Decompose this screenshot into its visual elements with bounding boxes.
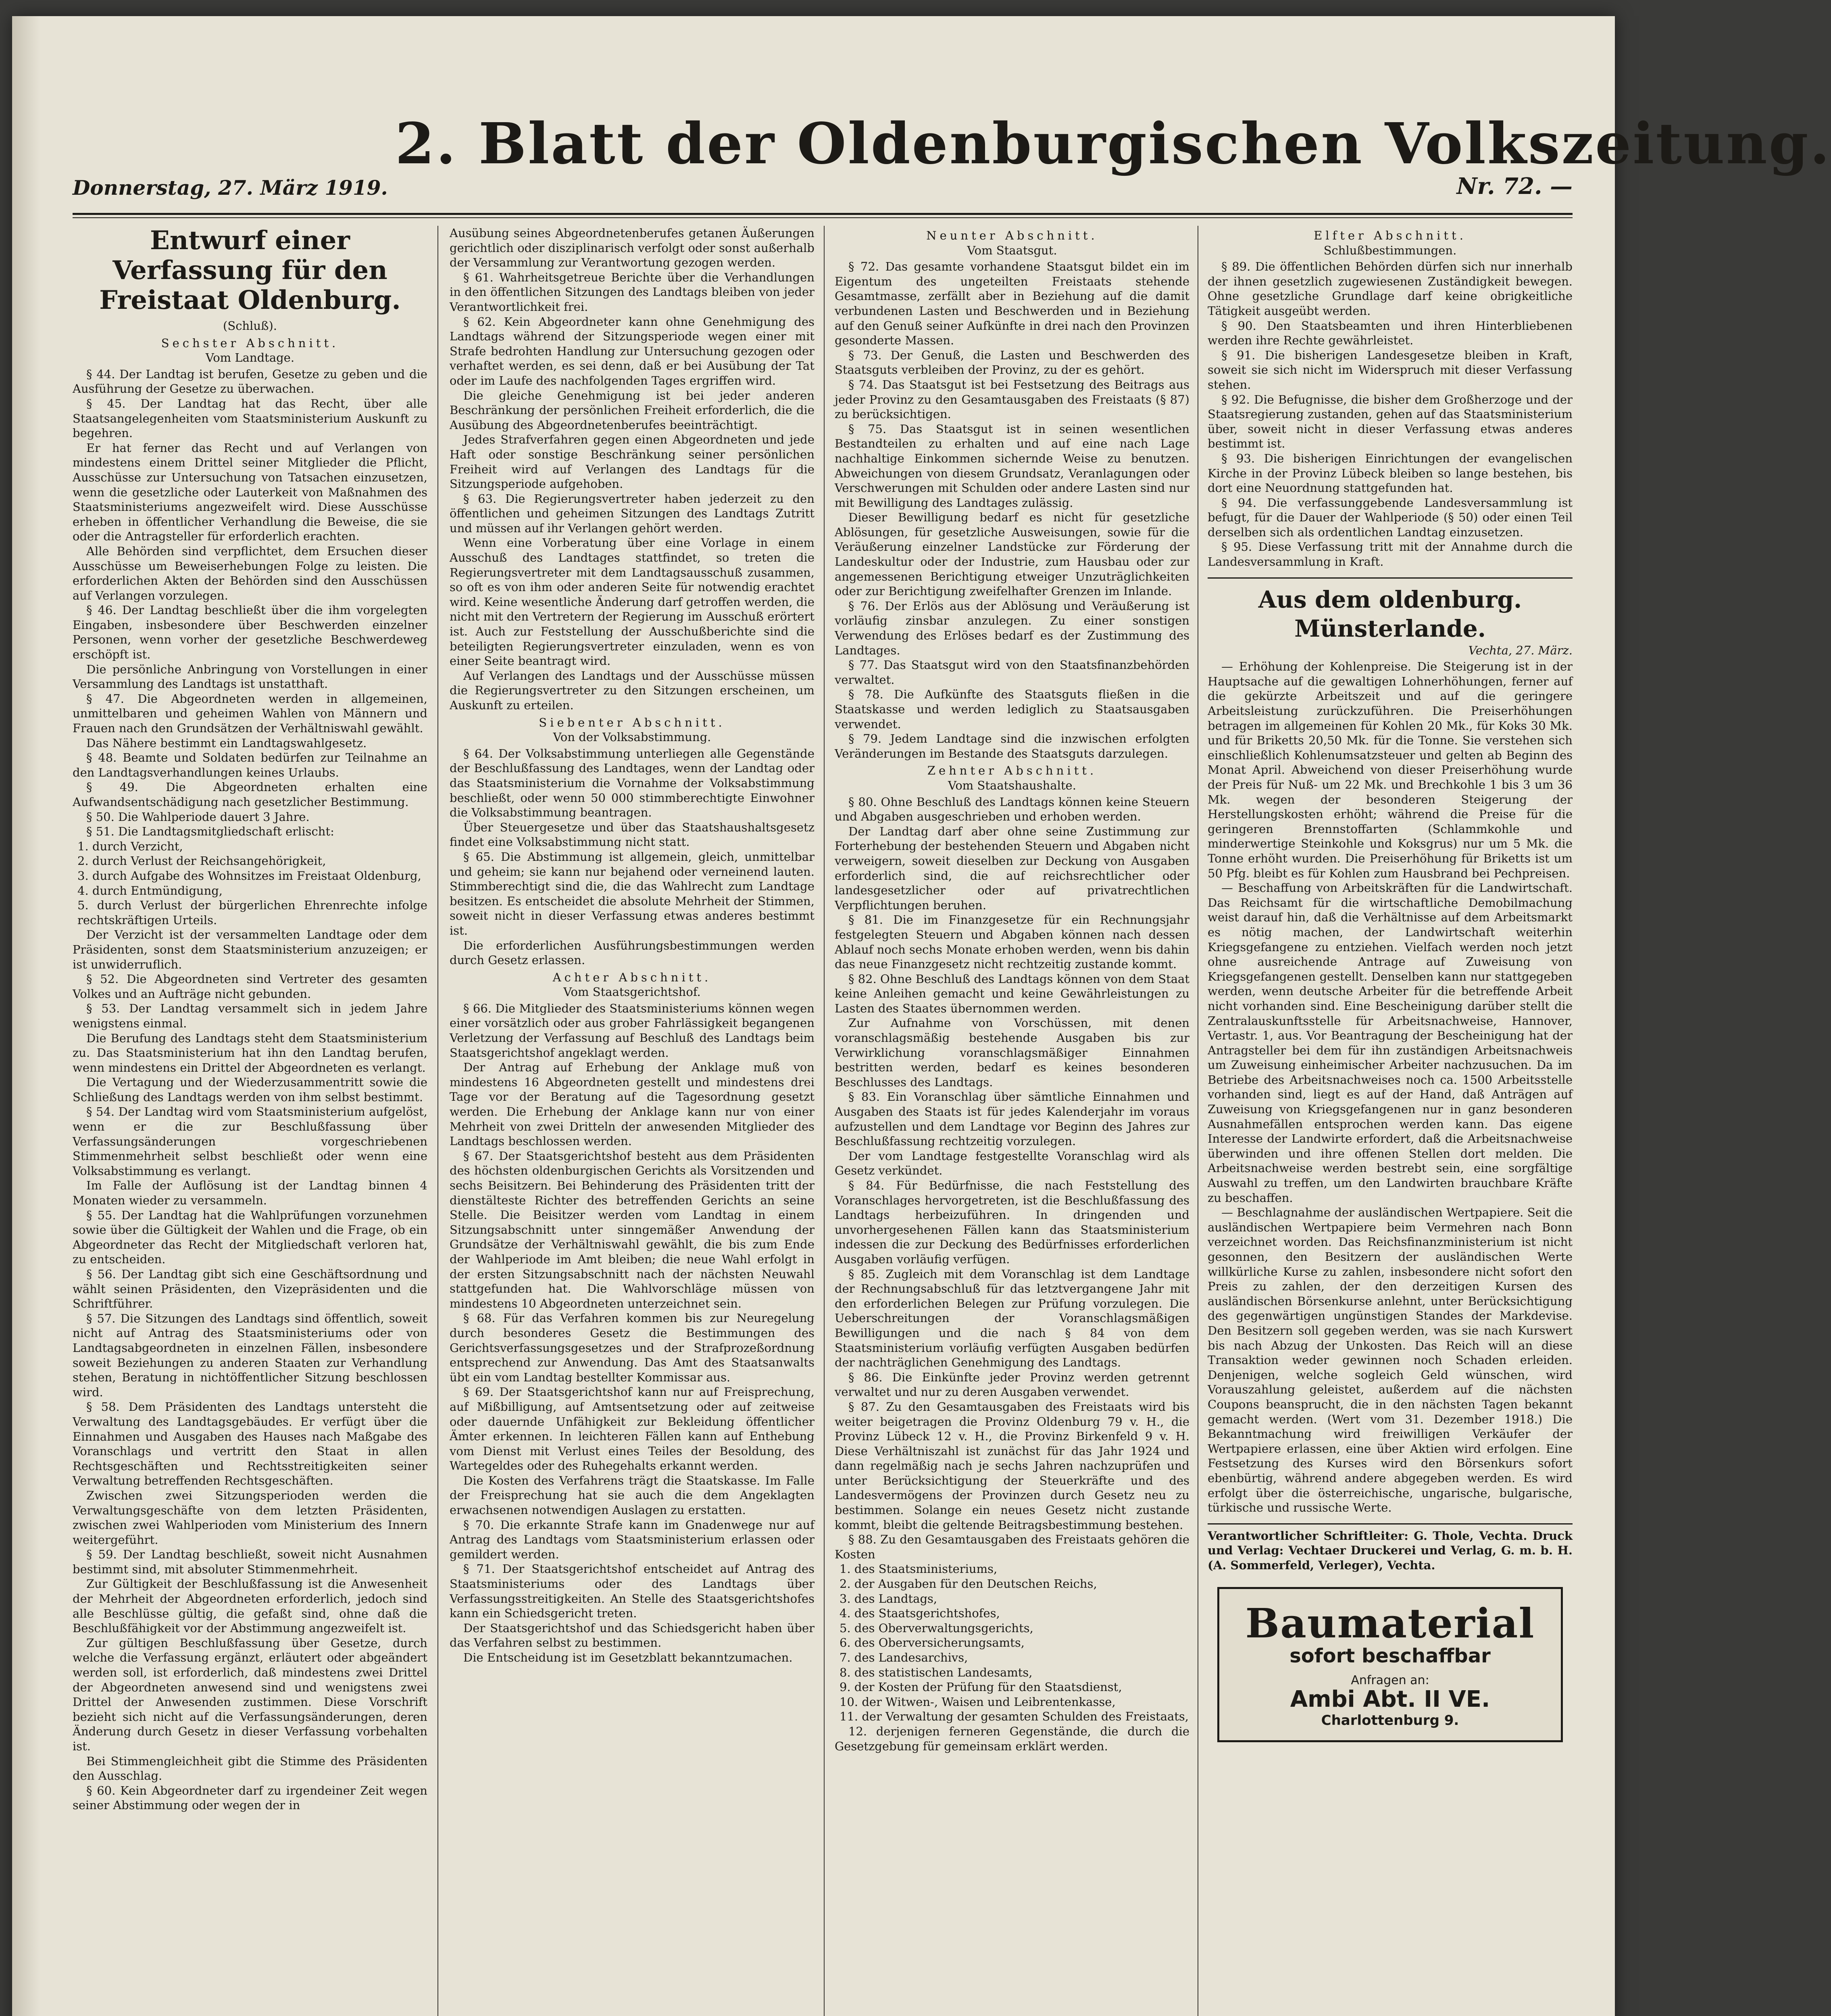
paragraph: § 94. Die verfassunggebende Landesversammlung ist befugt, für die Dauer der Wahlperiode (§ 50) oder einen Teil derselben sich als ordentlichen Landtag einzusetzen. [1208,496,1573,539]
section-heading: Achter Abschnitt. [552,970,712,984]
paragraph: Der Verzicht ist der versammelten Landtage oder dem Präsidenten, sonst dem Staatsministerium anzuzeigen; er ist unwiderruflich. [73,928,427,971]
paragraph: § 83. Ein Voranschlag über sämtliche Einnahmen und Ausgaben des Staats ist für jedes Kalenderjahr im voraus aufzustellen und dem Landtage vor Beginn des Jahres zur Beschlußfassung rechtzeitig vorzulegen. [835,1090,1189,1148]
paragraph: § 63. Die Regierungsvertreter haben jederzeit zu den öffentlichen und geheimen Sitzungen des Landtags Zutritt und müssen auf ihr Verlangen gehört werden. [450,492,814,535]
paragraph: § 61. Wahrheitsgetreue Berichte über die Verhandlungen in den öffentlichen Sitzungen des Landtags bleiben von jeder Verantwortlichkeit frei. [450,270,814,314]
column-divider [824,226,825,2016]
paragraph: § 49. Die Abgeordneten erhalten eine Aufwandsentschädigung nach gesetzlicher Bestimmung. [73,780,427,809]
paragraph: Die Vertagung und der Wiederzusammentritt sowie die Schließung des Landtags werden von ihm selbst bestimmt. [73,1075,427,1104]
paragraph: Zur gültigen Beschlußfassung über Gesetze, durch welche die Verfassung ergänzt, erläutert oder abgeändert werden soll, ist erforderlich, daß mindestens zwei Drittel der Abgeordneten anwesend sind und wenigstens zwei Drittel der Anwesenden zustimmen. Diese Vorschrift bezieht sich nicht auf die Verfassungsänderungen, deren Änderung durch Gesetz in dieser Verfassung vorbehalten ist. [73,1636,427,1753]
column-2 [450,226,814,2016]
paragraph: § 90. Den Staatsbeamten und ihren Hinterbliebenen werden ihre Rechte gewährleistet. [1208,319,1573,348]
list-item: 9. der Kosten der Prüfung für den Staatsdienst, [839,1680,1122,1694]
list-item: 3. durch Aufgabe des Wohnsitzes im Freistaat Oldenburg, [77,868,421,883]
paragraph: § 76. Der Erlös aus der Ablösung und Veräußerung ist vorläufig zinsbar anzulegen. Zu einer sonstigen Verwendung des Erlöses bedarf es der Zustimmung des Landtages. [835,599,1189,657]
list-item: 1. durch Verzicht, [77,839,183,853]
section-heading: Siebenter Abschnitt. [539,715,725,729]
paragraph: § 67. Der Staatsgerichtshof besteht aus dem Präsidenten des höchsten oldenburgischen Gerichts als Vorsitzenden und sechs Beisitzern. Bei Behinderung des Präsidenten tritt der dienstälteste Richter des betreffenden Gerichts an seine Stelle. Die Beisitzer werden vom Landtag in einem Sitzungsabschnitt unter sinngemäßer Anwendung der Grundsätze der Verhältniswahl gewählt, die bis zum Ende der Wahlperiode im Amt bleiben; die neue Wahl erfolgt in der ersten Sitzungsabschnitt nach der nächsten Neuwahl stattgefunden hat. Die Wahlvorschläge müssen von mindestens 10 Abgeordneten unterzeichnet sein. [450,1149,814,1310]
paragraph: § 52. Die Abgeordneten sind Vertreter des gesamten Volkes und an Aufträge nicht gebunden. [73,972,427,1001]
paragraph: § 78. Die Aufkünfte des Staatsguts fließen in die Staatskasse und werden lediglich zu Staatsausgaben verwendet. [835,687,1189,731]
column-divider [437,226,438,2016]
list-item: 7. des Landesarchivs, [839,1651,968,1664]
list-item: 1. des Staatsministeriums, [839,1562,998,1576]
ad-subtitle: sofort beschaffbar [1289,1645,1491,1668]
article-headline: Entwurf einer Verfassung für den Freistaat Oldenburg. [99,225,401,315]
list-item: 5. des Oberverwaltungsgerichts, [839,1621,1033,1635]
ad-inquiries: Anfragen an: [1351,1673,1429,1688]
paragraph: 12. derjenigen ferneren Gegenstände, die durch die Gesetzgebung für gemeinsam erklärt werden. [835,1724,1189,1753]
ad-company: Ambi Abt. II VE. [1290,1686,1490,1712]
centered-note: (Schluß). [223,319,277,333]
paragraph: § 48. Beamte und Soldaten bedürfen zur Teilnahme an den Landtagsverhandlungen keines Urlaubs. [73,751,427,779]
paragraph: § 84. Für Bedürfnisse, die nach Feststellung des Voranschlages hervorgetreten, ist die Beschlußfassung des Landtags herbeizuführen. In dringenden und unvorhergesehenen Fällen kann das Staatsministerium indessen die zur Deckung des Bedürfnisses erforderlichen Ausgaben vorläufig verfügen. [835,1179,1189,1266]
paragraph: Der Antrag auf Erhebung der Anklage muß von mindestens 16 Abgeordneten gestellt und mindestens drei Tage vor der Beratung auf die Tagesordnung gesetzt werden. Die Erhebung der Anklage kann nur von einer Mehrheit von zwei Dritteln der anwesenden Mitglieder des Landtags beschlossen werden. [450,1060,814,1148]
paragraph: § 77. Das Staatsgut wird von den Staatsfinanzbehörden verwaltet. [835,658,1189,687]
paragraph: § 46. Der Landtag beschließt über die ihm vorgelegten Eingaben, insbesondere über Beschwerden einzelner Personen, wenn vorher der gesetzliche Beschwerdeweg erschöpft ist. [73,603,427,662]
masthead [73,111,1831,208]
paragraph: § 55. Der Landtag hat die Wahlprüfungen vorzunehmen sowie über die Gültigkeit der Wahlen und die Frage, ob ein Abgeordneter das Recht der Mitgliedschaft verloren hat, zu entscheiden. [73,1208,427,1266]
list-item: 10. der Witwen-, Waisen und Leibrentenkasse, [839,1695,1116,1709]
list-item: 8. des statistischen Landesamts, [839,1665,1033,1679]
local-news-dateline: Vechta, 27. März. [1468,643,1573,657]
section-subheading: Schlußbestimmungen. [1323,243,1457,257]
masthead-rule [73,213,1573,218]
list-item: 5. durch Verlust der bürgerlichen Ehrenrechte infolge rechtskräftigen Urteils. [77,898,427,927]
masthead-issue-number: Nr. 72. — [1456,173,1573,200]
local-news-headline: Aus dem oldenburg. Münsterlande. [1208,577,1573,643]
paragraph: § 59. Der Landtag beschließt, soweit nicht Ausnahmen bestimmt sind, mit absoluter Stimmenmehrheit. [73,1547,427,1576]
paragraph: § 69. Der Staatsgerichtshof kann nur auf Freisprechung, auf Mißbilligung, auf Amtsentsetzung oder auf zeitweise oder dauernde Unfähigkeit zur Bekleidung öffentlicher Ämter erkennen. In leichteren Fällen kann auf Enthebung vom Dienst mit Verlust eines Teiles der Besoldung, des Wartegeldes oder des Ruhegehalts erkannt werden. [450,1385,814,1473]
column-4 [1208,226,1573,2016]
list-item: 6. des Oberversicherungsamts, [839,1636,1025,1650]
paragraph: § 89. Die öffentlichen Behörden dürfen sich nur innerhalb der ihnen gesetzlich zugewiesenen Zuständigkeit bewegen. Ohne gesetzliche Grundlage darf keine obrigkeitliche Tätigkeit ausgeübt werden. [1208,260,1573,318]
ad-city: Charlottenburg 9. [1321,1712,1459,1729]
section-subheading: Vom Staatsgerichtshof. [563,985,701,999]
list-item: 2. der Ausgaben für den Deutschen Reichs, [839,1577,1097,1591]
paragraph: § 93. Die bisherigen Einrichtungen der evangelischen Kirche in der Provinz Lübeck bleiben so lange bestehen, bis dort eine Neuordnung stattgefunden hat. [1208,451,1573,495]
paragraph: Auf Verlangen des Landtags und der Ausschüsse müssen die Regierungsvertreter zu den Sitzungen erscheinen, um Auskunft zu erteilen. [450,669,814,712]
list-item: 4. des Staatsgerichtshofes, [839,1606,1000,1620]
column-3 [835,226,1189,2016]
paragraph: Zur Aufnahme von Vorschüssen, mit denen voranschlagsmäßig bestehende Ausgaben bis zur Verwirklichung voranschlagsmäßiger Einnahmen bestritten werden, bedarf es keines besonderen Beschlusses des Landtags. [835,1016,1189,1089]
paragraph: Die Entscheidung ist im Gesetzblatt bekanntzumachen. [463,1651,793,1664]
paragraph: § 54. Der Landtag wird vom Staatsministerium aufgelöst, wenn er die zur Beschlußfassung über Verfassungsänderungen vorgeschriebenen Stimmenmehrheit selbst beschließt oder wenn eine Volksabstimmung es verlangt. [73,1105,427,1178]
page-fold-shadow [12,16,40,2016]
paragraph: § 91. Die bisherigen Landesgesetze bleiben in Kraft, soweit sie sich nicht im Widerspruch mit dieser Verfassung stehen. [1208,348,1573,392]
paragraph: § 88. Zu den Gesamtausgaben des Freistaats gehören die Kosten [835,1533,1189,1561]
masthead-title: 2. Blatt der Oldenburgischen Volkszeitung. [395,111,1831,177]
section-heading: Elfter Abschnitt. [1314,229,1466,242]
imprint: Verantwortlicher Schriftleiter: G. Thole, Vechta. Druck und Verlag: Vechtaer Druckerei und Verlag, G. m. b. H. (A. Sommerfeld, Verleger), Vechta. [1208,1523,1573,1573]
paragraph: Im Falle der Auflösung ist der Landtag binnen 4 Monaten wieder zu versammeln. [73,1179,427,1208]
section-subheading: Vom Staatsgut. [967,243,1057,257]
paragraph: § 95. Diese Verfassung tritt mit der Annahme durch die Landesversammlung in Kraft. [1208,540,1573,569]
paragraph: § 85. Zugleich mit dem Voranschlag ist dem Landtage der Rechnungsabschluß für das letztvergangene Jahr mit den erforderlichen Belegen zur Prüfung vorzulegen. Die Ueberschreitungen der Voranschlagsmäßigen Bewilligungen und die nach § 84 von dem Staatsministerium vorläufig verfügten Ausgaben bedürfen der nachträglichen Genehmigung des Landtags. [835,1267,1189,1370]
paragraph: § 70. Die erkannte Strafe kann im Gnadenwege nur auf Antrag des Landtags vom Staatsministerium erlassen oder gemildert werden. [450,1518,814,1561]
list-item: 11. der Verwaltung der gesamten Schulden des Freistaats, [839,1710,1189,1724]
paragraph: — Beschlagnahme der ausländischen Wertpapiere. Seit die ausländischen Wertpapiere beim Vermehren nach Bonn verzeichnet worden. Das Reichsfinanzministerium ist nicht gesonnen, den Besitzern der ausländischen Werte willkürliche Kurse zu zahlen, insbesondere nicht sofort den Preis zu zahlen, der den derzeitigen Kursen des ausländischen Börsenkurse anlehnt, unter Berücksichtigung des gegenwärtigen ungünstigen Standes der Markdevise. Den Besitzern soll gegeben werden, was sie nach Kurswert bis nach Abzug der Unkosten. Das Reich will an diese Transaktion weder gewinnen noch Schaden erleiden. Denjenigen, welche sogleich Geld wünschen, wird Vorauszahlung geleistet, außerdem auf die nächsten Coupons beansprucht, die in den nächsten Tagen bekannt gemacht werden. (Wert vom 31. Dezember 1918.) Die Bekanntmachung wird freiwilligen Verkäufer der Wertpapiere erlassen, eine über Aktien wird erfolgen. Eine Festsetzung des Kurses wird den Börsenkurs sofort ebenbürtig, während andere abgegeben werden. Es wird erfolgt über die österreichische, ungarische, bulgarische, türkische und russische Werte. [1208,1206,1573,1515]
paragraph: § 53. Der Landtag versammelt sich in jedem Jahre wenigstens einmal. [73,1002,427,1030]
section-subheading: Vom Staatshaushalte. [948,778,1076,792]
paragraph: Ausübung seines Abgeordnetenberufes getanen Äußerungen gerichtlich oder disziplinarisch verfolgt oder sonst außerhalb der Versammlung zur Verantwortung gezogen werden. [450,226,814,270]
paragraph: Der Staatsgerichtshof und das Schiedsgericht haben über das Verfahren selbst zu bestimmen. [450,1621,814,1650]
paragraph: Der vom Landtage festgestellte Voranschlag wird als Gesetz verkündet. [835,1149,1189,1178]
section-subheading: Von der Volksabstimmung. [553,730,711,744]
list-item: 3. des Landtags, [839,1591,937,1606]
ad-title: Baumaterial [1245,1599,1535,1647]
paragraph: § 74. Das Staatsgut ist bei Festsetzung des Beitrags aus jeder Provinz zu den Gesamtausgaben des Freistaats (§ 87) zu berücksichtigen. [835,377,1189,421]
paragraph: § 82. Ohne Beschluß des Landtags können von dem Staat keine Anleihen gemacht und keine Gewährleistungen zu Lasten des Staates übernommen werden. [835,972,1189,1015]
paragraph: § 72. Das gesamte vorhandene Staatsgut bildet ein im Eigentum des ungeteilten Freistaats stehende Gesamtmasse, zerfällt aber in Beziehung auf die damit verbundenen Lasten und Beschwerden und in Beziehung auf den Genuß seiner Aufkünfte in drei nach den Provinzen gesonderte Massen. [835,260,1189,348]
section-subheading: Vom Landtage. [205,351,295,365]
paragraph: § 51. Die Landtagsmitgliedschaft erlischt: [86,825,334,839]
paragraph: Bei Stimmengleichheit gibt die Stimme des Präsidenten den Ausschlag. [73,1754,427,1783]
paragraph: § 65. Die Abstimmung ist allgemein, gleich, unmittelbar und geheim; sie kann nur bejahend oder verneinend lauten. Stimmberechtigt sind die, die das Wahlrecht zum Landtage besitzen. Es entscheidet die absolute Mehrheit der Stimmen, soweit nicht in dieser Verfassung etwas anderes bestimmt ist. [450,850,814,937]
paragraph: § 56. Der Landtag gibt sich eine Geschäftsordnung und wählt seinen Präsidenten, den Vizepräsidenten und die Schriftführer. [73,1267,427,1311]
paragraph: Wenn eine Vorberatung über eine Vorlage in einem Ausschuß des Landtages stattfindet, so treten die Regierungsvertreter mit dem Landtagsausschuß zusammen, so oft es von ihm oder anderen Seite für notwendig erachtet wird. Keine wesentliche Änderung darf getroffen werden, die nicht mit den Vertretern der Regierung im Ausschuß erörtert ist. Auch zur Feststellung der Ausschußberichte sind die beteiligten Regierungsvertreter einzuladen, wenn es von einer Seite beantragt wird. [450,536,814,668]
section-heading: Zehnter Abschnitt. [927,764,1097,778]
paragraph: § 87. Zu den Gesamtausgaben des Freistaats wird bis weiter beigetragen die Provinz Oldenburg 79 v. H., die Provinz Lübeck 12 v. H., die Provinz Birkenfeld 9 v. H. Diese Verhältniszahl ist zunächst für das Jahr 1924 und dann regelmäßig nach je sechs Jahren nachzuprüfen und unter Berücksichtigung der Steuerkräfte und des Landesvermögens der Provinzen durch Gesetz neu zu bestimmen. Solange ein neues Gesetz nicht zustande kommt, bleibt die geltende Beitragsbestimmung bestehen. [835,1400,1189,1532]
section-heading: Neunter Abschnitt. [926,229,1098,242]
paragraph: Zur Gültigkeit der Beschlußfassung ist die Anwesenheit der Mehrheit der Abgeordneten erforderlich, jedoch sind alle Beschlüsse gültig, die gefaßt sind, ohne daß die Beschlußfähigkeit vor der Abstimmung angezweifelt ist. [73,1577,427,1635]
paragraph: Die erforderlichen Ausführungsbestimmungen werden durch Gesetz erlassen. [450,938,814,967]
paragraph: § 64. Der Volksabstimmung unterliegen alle Gegenstände der Beschlußfassung des Landtages, wenn der Landtag oder das Staatsministerium die Vornahme der Volksabstimmung beschließt, oder wenn 50 000 stimmberechtigte Einwohner die Volksabstimmung beantragen. [450,746,814,820]
paragraph: § 75. Das Staatsgut ist in seinen wesentlichen Bestandteilen zu erhalten und auf eine nach Lage nachhaltige Einkommen sichernde Weise zu benutzen. Abweichungen von diesem Grundsatz, Veranlagungen oder Verschwerungen mit Schulden oder andere Lasten sind nur mit Bewilligung des Landtages zulässig. [835,422,1189,510]
paragraph: — Erhöhung der Kohlenpreise. Die Steigerung ist in der Hauptsache auf die gewaltigen Lohnerhöhungen, ferner auf die gekürzte Arbeitszeit und auf die geringere Arbeitsleistung zurückzuführen. Die Preiserhöhungen betragen im allgemeinen für Kohlen 20 Mk., für Koks 30 Mk. und für Briketts 20,50 Mk. für die Tonne. Sie verstehen sich einschließlich Kohlenumsatzsteuer und gelten ab Beginn des Monat April. Abweichend von dieser Preiserhöhung wurde der Preis für Nuß- um 22 Mk. und Brechkohle 1 bis 3 um 36 Mk. wegen der besonderen Steigerung der Herstellungskosten erhöht; während die Preise für die geringeren Brennstoffarten (Schlammkohle und minderwertige Steinkohle und Koksgrus) nur um 5 Mk. die Tonne erhöht wurden. Die Preiserhöhung für Briketts ist um 50 Pfg. bleibt es für Kohlen zum Hausbrand bei Pechpreisen. [1208,660,1573,880]
paragraph: Jedes Strafverfahren gegen einen Abgeordneten und jede Haft oder sonstige Beschränkung seiner persönlichen Freiheit wird auf Verlangen des Landtags für die Sitzungsperiode aufgehoben. [450,433,814,491]
masthead-date: Donnerstag, 27. März 1919. [73,176,388,200]
paragraph: § 92. Die Befugnisse, die bisher dem Großherzoge und der Staatsregierung zustanden, gehen auf das Staatsministerium über, soweit nicht in dieser Verfassung etwas anderes bestimmt ist. [1208,392,1573,451]
paragraph: § 86. Die Einkünfte jeder Provinz werden getrennt verwaltet und nur zu deren Ausgaben verwendet. [835,1370,1189,1399]
paragraph: § 62. Kein Abgeordneter kann ohne Genehmigung des Landtags während der Sitzungsperiode wegen einer mit Strafe bedrohten Handlung zur Untersuchung gezogen oder verhaftet werden, es sei denn, daß er bei Ausübung der Tat oder im Laufe des nachfolgenden Tages ergriffen wird. [450,314,814,387]
paragraph: § 66. Die Mitglieder des Staatsministeriums können wegen einer vorsätzlich oder aus grober Fahrlässigkeit begangenen Verletzung der Verfassung auf Beschluß des Landtags beim Staatsgerichtshof angeklagt werden. [450,1001,814,1060]
list-item: 4. durch Entmündigung, [77,883,223,898]
list-item: 2. durch Verlust der Reichsangehörigkeit, [77,854,326,868]
paragraph: § 68. Für das Verfahren kommen bis zur Neuregelung durch besonderes Gesetz die Bestimmungen des Gerichtsverfassungsgesetzes und der Strafprozeßordnung entsprechend zur Anwendung. Das Amt des Staatsanwalts übt ein vom Landtag bestellter Kommissar aus. [450,1311,814,1384]
paragraph: § 57. Die Sitzungen des Landtags sind öffentlich, soweit nicht auf Antrag des Staatsministeriums oder von Landtagsabgeordneten in einzelnen Fällen, insbesondere soweit Beziehungen zu anderen Staaten zur Verhandlung stehen, Beratung in nichtöffentlicher Sitzung beschlossen wird. [73,1311,427,1399]
advertisement [1217,1587,1563,1742]
paragraph: Er hat ferner das Recht und auf Verlangen von mindestens einem Drittel seiner Mitglieder die Pflicht, Ausschüsse zur Untersuchung von Tatsachen einzusetzen, wenn die gesetzliche oder Lauterkeit von Maßnahmen des Staatsministeriums angezweifelt wird. Diese Ausschüsse erheben in öffentlicher Verhandlung die Beweise, die sie oder die Antragsteller für erforderlich erachten. [73,441,427,544]
paragraph: Die Berufung des Landtags steht dem Staatsministerium zu. Das Staatsministerium hat ihn den Landtag berufen, wenn mindestens ein Drittel der Abgeordneten es verlangt. [73,1031,427,1075]
paragraph: Alle Behörden sind verpflichtet, dem Ersuchen dieser Ausschüsse um Beweiserhebungen Folge zu leisten. Die erforderlichen Akten der Behörden sind den Ausschüssen auf Verlangen vorzulegen. [73,544,427,602]
section-heading: Sechster Abschnitt. [161,336,339,350]
paragraph: Das Nähere bestimmt ein Landtagswahlgesetz. [86,736,367,750]
paragraph: Dieser Bewilligung bedarf es nicht für gesetzliche Ablösungen, für gesetzliche Ausweisungen, sowie für die Veräußerung einzelner Landstücke zur Förderung der Landeskultur oder der Industrie, zum Hausbau oder zur angemessenen Berichtigung etweiger Unzuträglichkeiten oder zur Berichtigung zweifelhafter Grenzen im Inlande. [835,510,1189,598]
paragraph: Zwischen zwei Sitzungsperioden werden die Verwaltungsgeschäfte von dem letzten Präsidenten, zwischen zwei Wahlperioden vom Ministerium des Innern weitergeführt. [73,1488,427,1547]
paragraph: § 50. Die Wahlperiode dauert 3 Jahre. [86,810,310,824]
paragraph: — Beschaffung von Arbeitskräften für die Landwirtschaft. Das Reichsamt für die wirtschaftliche Demobilmachung weist darauf hin, daß die Verhältnisse auf dem Arbeitsmarkt es nötig machen, der Landwirtschaft weiterhin Kriegsgefangene zu entziehen. Vielfach werden noch jetzt ohne ausreichende Antrage auf Zuweisung von Kriegsgefangenen gestellt. Denselben kann nur stattgegeben werden, wenn deutsche Arbeiter für die betreffende Arbeit nicht vorhanden sind. Eine Bescheinigung darüber stellt die Zentralauskunftsstelle für Arbeitsnachweise, Hannover, Vertastr. 1, aus. Vor Beantragung der Bescheinigung hat der Antragsteller bei dem für ihn zuständigen Arbeitsnachweis um Zuweisung einheimischer Arbeiter nachzusuchen. Da im Betriebe des Arbeitsnachweises noch ca. 1500 Arbeitsstelle vorhanden sind, liegt es auf der Hand, daß Anträgen auf Zuweisung von Kriegsgefangenen nur in ganz besonderen Ausnahmefällen entsprochen werden kann. Das eigene Interesse der Landwirte erfordert, daß die Arbeitsnachweise überwinden und ihre offenen Stellen dort melden. Die Arbeitsnachweise werden bestrebt sein, eine sorgfältige Auswahl zu treffen, um den Landwirten brauchbare Kräfte zu beschaffen. [1208,881,1573,1205]
paragraph: § 58. Dem Präsidenten des Landtags untersteht die Verwaltung des Landtagsgebäudes. Er verfügt über die Einnahmen und Ausgaben des Hauses nach Maßgabe des Voranschlags und vertritt den Staat in allen Rechtsgeschäften und Rechtsstreitigkeiten seiner Verwaltung betreffenden Rechtsgeschäften. [73,1400,427,1488]
paragraph: Die persönliche Anbringung von Vorstellungen in einer Versammlung des Landtags ist unstatthaft. [73,662,427,691]
paragraph: § 44. Der Landtag ist berufen, Gesetze zu geben und die Ausführung der Gesetze zu überwachen. [73,367,427,396]
paragraph: § 81. Die im Finanzgesetze für ein Rechnungsjahr festgelegten Steuern und Abgaben können nach dessen Ablauf noch sechs Monate erhoben werden, wenn bis dahin das neue Finanzgesetz nicht rechtzeitig zustande kommt. [835,913,1189,971]
paragraph: Der Landtag darf aber ohne seine Zustimmung zur Forterhebung der bestehenden Steuern und Abgaben nicht verweigern, soweit dieselben zur Deckung von Ausgaben erforderlich sind, die auf reichsrechtlicher oder landesgesetzlicher oder auf privatrechtlichen Verpflichtungen beruhen. [835,824,1189,912]
paragraph: § 80. Ohne Beschluß des Landtags können keine Steuern und Abgaben ausgeschrieben und erhoben werden. [835,795,1189,824]
paragraph: Die gleiche Genehmigung ist bei jeder anderen Beschränkung der persönlichen Freiheit erforderlich, die die Ausübung des Abgeordnetenberufes beeinträchtigt. [450,388,814,432]
paragraph: Über Steuergesetze und über das Staatshaushaltsgesetz findet eine Volksabstimmung nicht statt. [450,820,814,849]
paragraph: § 79. Jedem Landtage sind die inzwischen erfolgten Veränderungen im Bestande des Staatsguts darzulegen. [835,732,1189,760]
paragraph: § 73. Der Genuß, die Lasten und Beschwerden des Staatsguts verbleiben der Provinz, zu der es gehört. [835,348,1189,377]
paragraph: § 60. Kein Abgeordneter darf zu irgendeiner Zeit wegen seiner Abstimmung oder wegen der in [73,1783,427,1812]
paragraph: § 71. Der Staatsgerichtshof entscheidet auf Antrag des Staatsministeriums oder des Landtags über Verfassungsstreitigkeiten. An Stelle des Staatsgerichtshofes kann ein Schiedsgericht treten. [450,1562,814,1620]
paragraph: Die Kosten des Verfahrens trägt die Staatskasse. Im Falle der Freisprechung hat sie auch die dem Angeklagten erwachsenen notwendigen Auslagen zu erstatten. [450,1473,814,1517]
column-1 [73,226,427,2016]
paragraph: § 47. Die Abgeordneten werden in allgemeinen, unmittelbaren und geheimen Wahlen von Männern und Frauen nach den Grundsätzen der Verhältniswahl gewählt. [73,691,427,735]
newspaper-page [12,16,1831,2016]
paragraph: § 45. Der Landtag hat das Recht, über alle Staatsangelegenheiten vom Staatsministerium Auskunft zu begehren. [73,396,427,440]
